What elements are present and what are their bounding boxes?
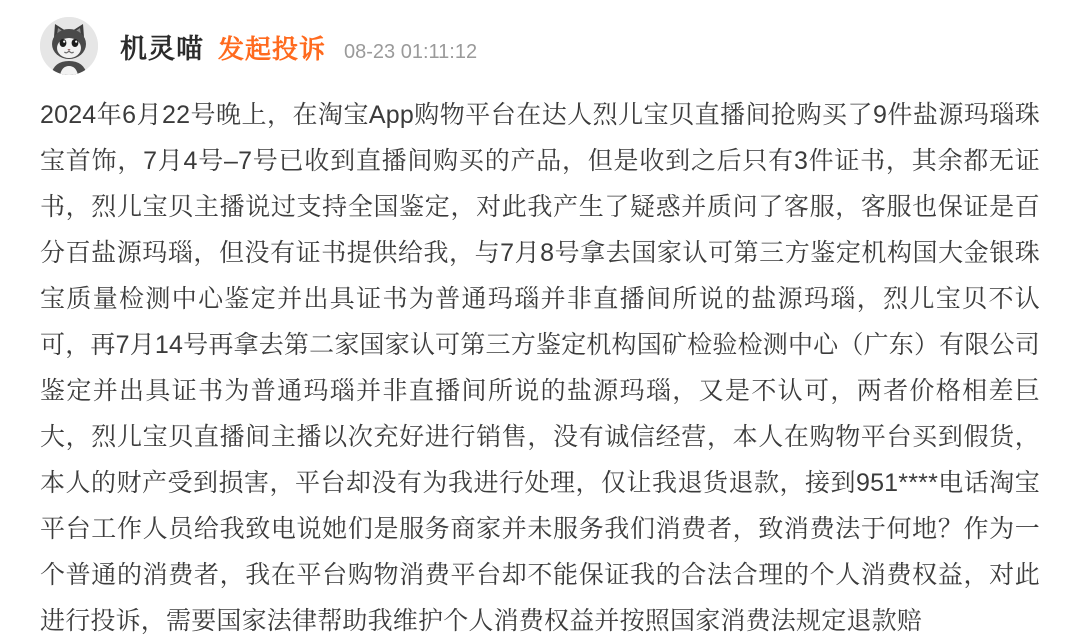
- complaint-text: 2024年6月22号晚上，在淘宝App购物平台在达人烈儿宝贝直播间抢购买了9件盐源玛瑙珠宝首饰，7月4号–7号已收到直播间购买的产品，但是收到之后只有3件证书，其余都无证书，烈儿宝贝主播说过支持全国鉴定，对此我产生了疑惑并质问了客服，客服也保证是百分百盐源玛瑙，但没有证书提供给我，与7月8号拿去国家认可第三方鉴定机构国大金银珠宝质量检测中心鉴定并出具证书为普通玛瑙并非直播间所说的盐源玛瑙，烈儿宝贝不认可，再7月14号再拿去第二家国家认可第三方鉴定机构国矿检验检测中心（广东）有限公司鉴定并出具证书为普通玛瑙并非直播间所说的盐源玛瑙，又是不认可，两者价格相差巨大，烈儿宝贝直播间主播以次充好进行销售，没有诚信经营，本人在购物平台买到假货，本人的财产受到损害，平台却没有为我进行处理，仅让我退货退款，接到951****电话淘宝平台工作人员给我致电说她们是服务商家并未服务我们消费者，致消费法于何地？作为一个普通的消费者，我在平台购物消费平台却不能保证我的合法合理的个人消费权益，对此进行投诉，需要国家法律帮助我维护个人消费权益并按照国家消费法规定退款赔: [40, 101, 1040, 635]
- username[interactable]: 机灵喵: [120, 33, 204, 64]
- avatar[interactable]: [40, 17, 98, 75]
- post-meta: [120, 27, 477, 66]
- timestamp: 08-23 01:11:12: [344, 40, 478, 63]
- cat-avatar-icon: [40, 17, 98, 75]
- post-header: [0, 0, 1080, 76]
- action-label: 发起投诉: [218, 33, 327, 64]
- post-body: [0, 76, 1080, 644]
